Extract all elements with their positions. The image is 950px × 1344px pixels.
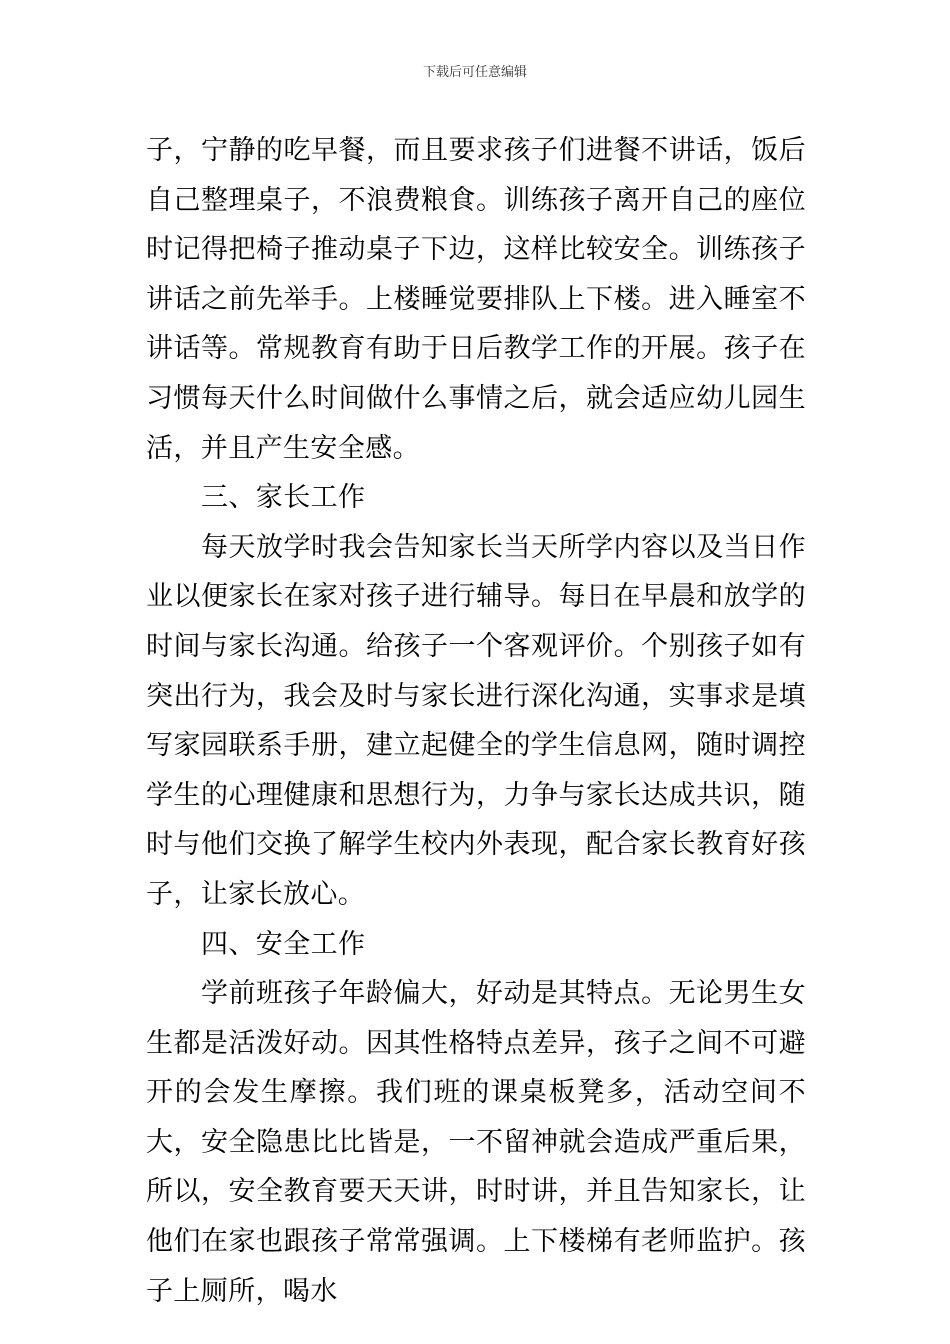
header-note: 下载后可任意编辑: [422, 65, 527, 80]
section-heading-safety-work: 四、安全工作: [201, 928, 366, 960]
document-body: [146, 126, 806, 1316]
paragraph-routine-education: 子，宁静的吃早餐，而且要求孩子们进餐不讲话，饭后自己整理桌子，不浪费粮食。训练孩子离开自己的座位时记得把椅子推动桌子下边，这样比较安全。训练孩子讲话之前先举手。上楼睡觉要排队上下楼。进入睡室不讲话等。常规教育有助于日后教学工作的开展。孩子在习惯每天什么时间做什么事情之后，就会适应幼儿园生活，并且产生安全感。: [146, 135, 806, 464]
section-heading-parent-work: 三、家长工作: [201, 482, 366, 514]
paragraph-safety-work: 学前班孩子年龄偏大，好动是其特点。无论男生女生都是活泼好动。因其性格特点差异，孩子之间不可避开的会发生摩擦。我们班的课桌板凳多，活动空间不大，安全隐患比比皆是，一不留神就会造成严重后果，所以，安全教育要天天讲，时时讲，并且告知家长，让他们在家也跟孩子常常强调。上下楼梯有老师监护。孩子上厕所，喝水: [146, 978, 806, 1307]
paragraph-parent-work: 每天放学时我会告知家长当天所学内容以及当日作业以便家长在家对孩子进行辅导。每日在早晨和放学的时间与家长沟通。给孩子一个客观评价。个别孩子如有突出行为，我会及时与家长进行深化沟通，实事求是填写家园联系手册，建立起健全的学生信息网，随时调控学生的心理健康和思想行为，力争与家长达成共识，随时与他们交换了解学生校内外表现，配合家长教育好孩子，让家长放心。: [146, 531, 806, 910]
